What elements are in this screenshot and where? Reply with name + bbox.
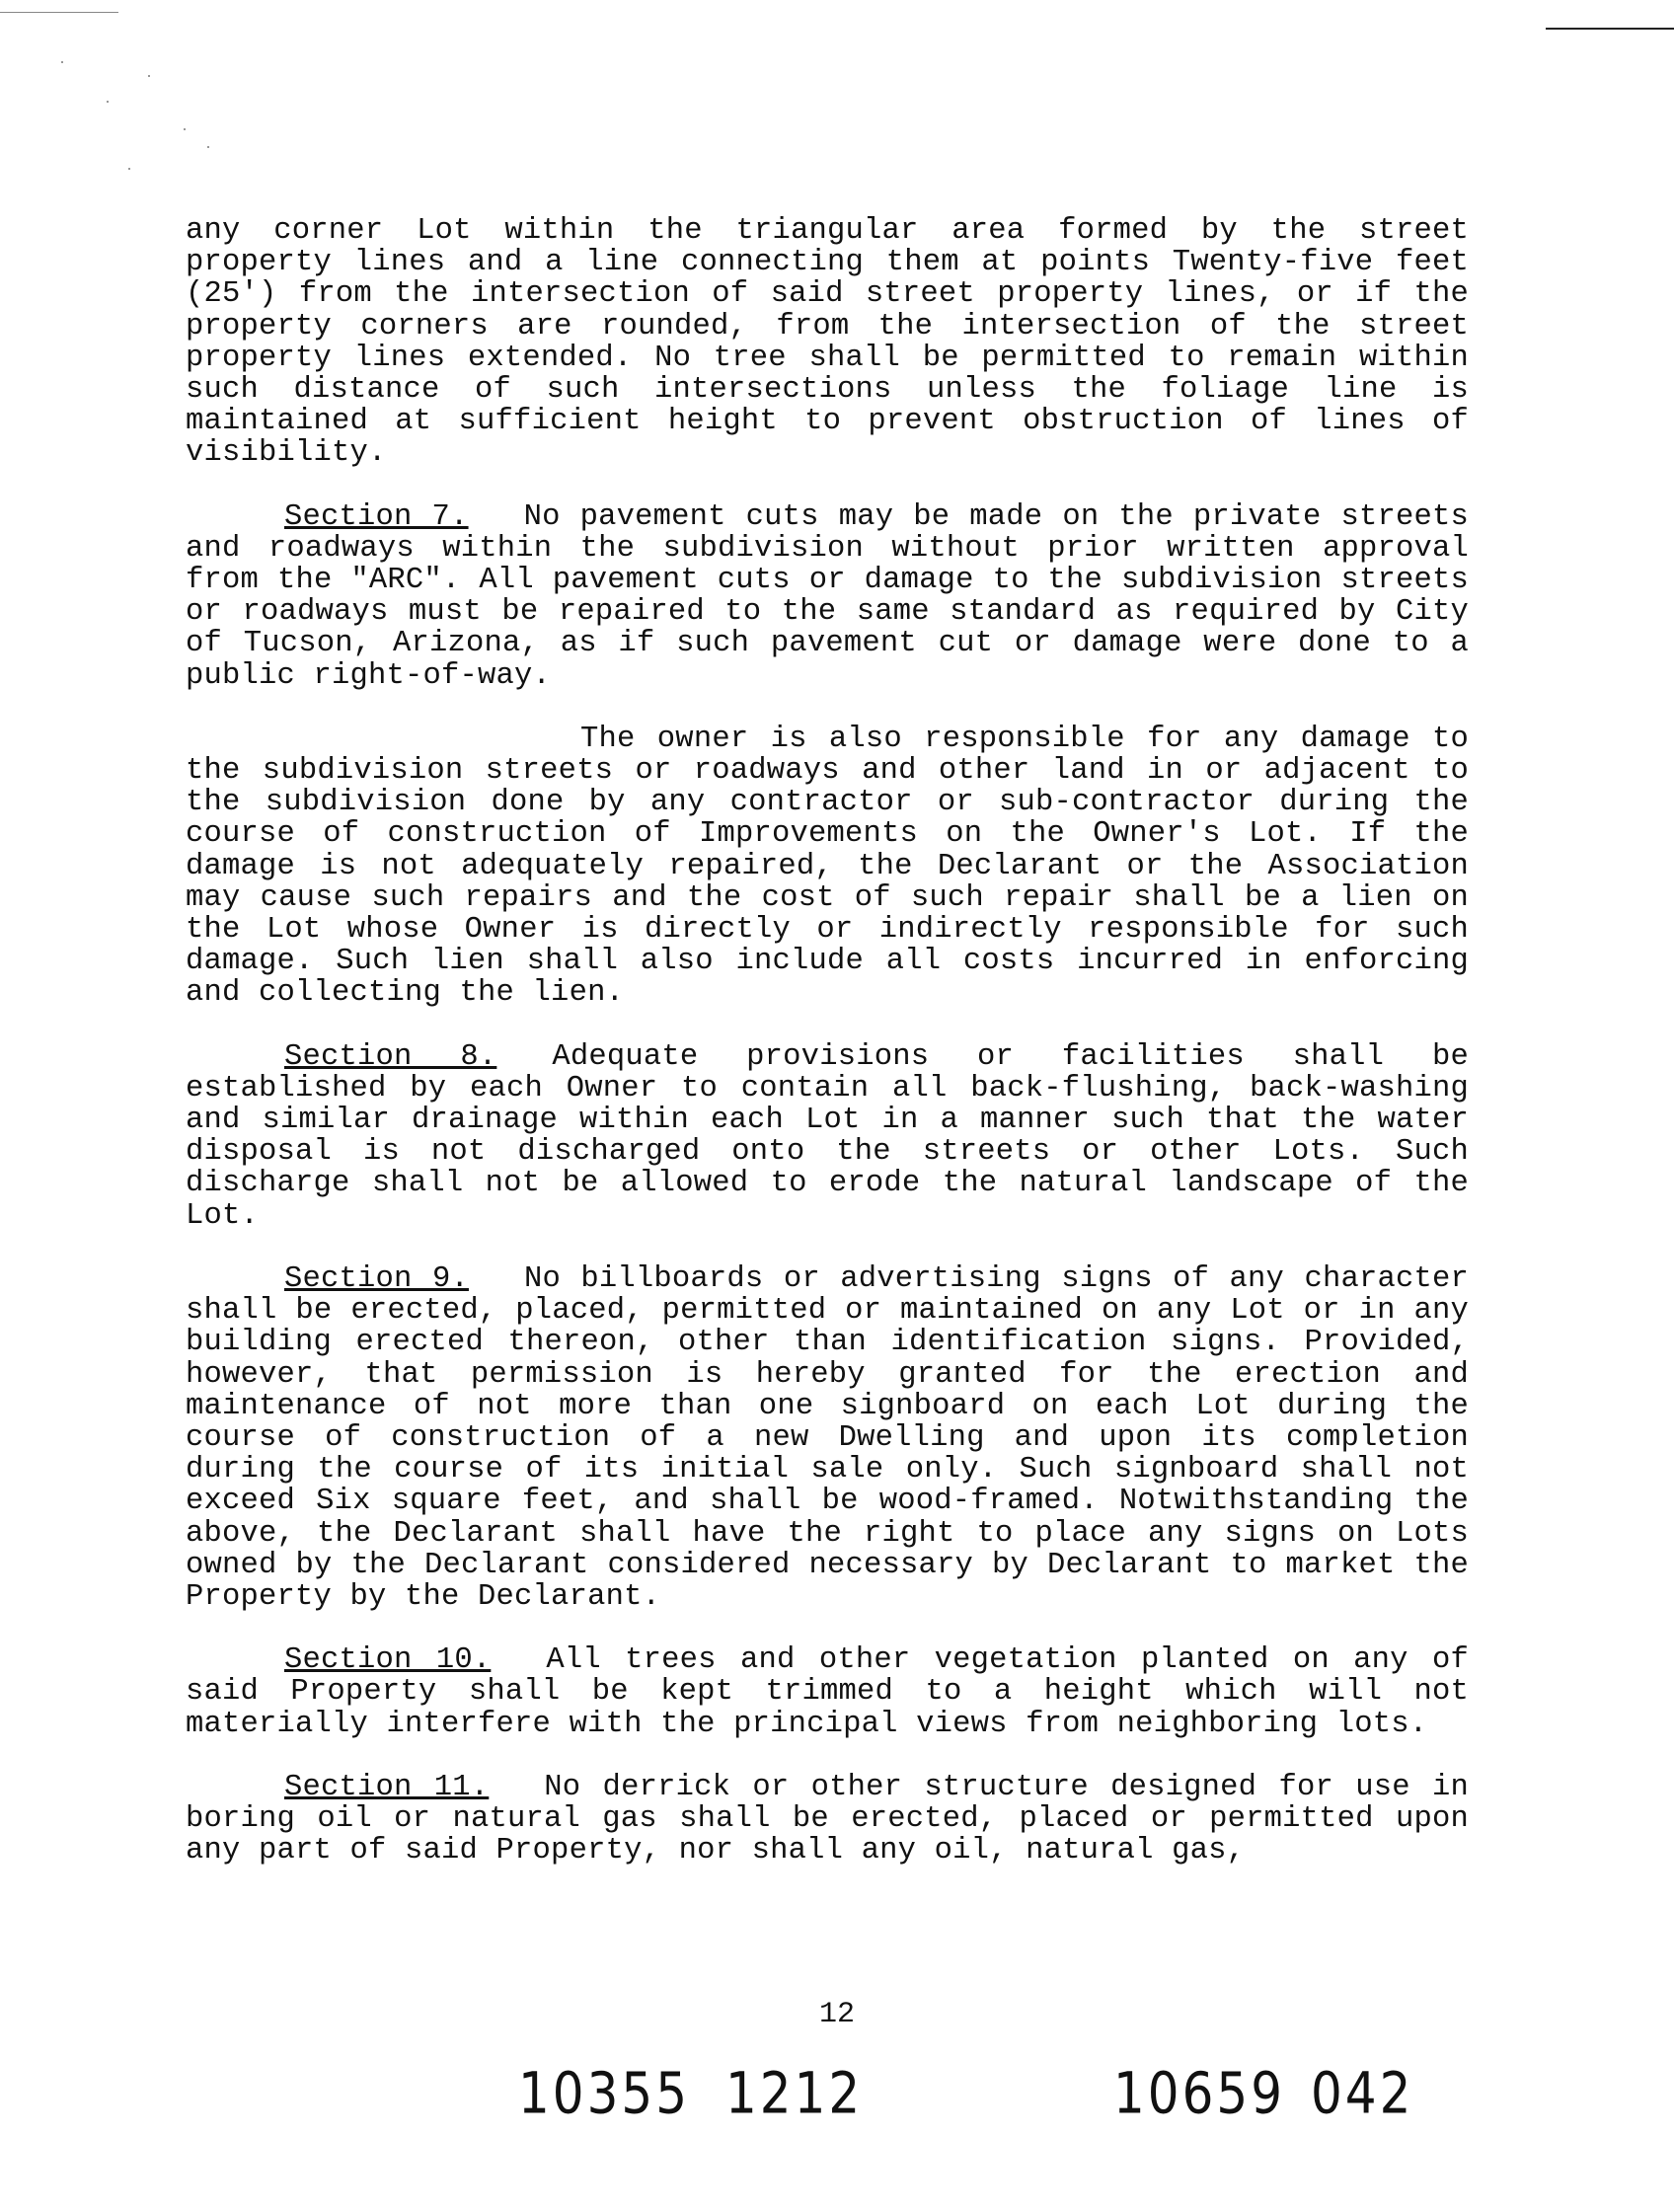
paragraph-text: The owner is also responsible for any damage to the subdivision streets or roadways and other land in or adjacent to the subdivision done by any contractor or sub-contractor during the course of construction of Improvements on the Owner's Lot. If the damage is not adequately repaired, the Declarant or the Association may cause such repairs and the cost of such repair shall be a lien on the Lot whose Owner is directly or indirectly responsible for such damage. Such lien shall also include all costs incurred in enforcing and collecting the lien. [186,722,1469,1011]
scan-speck [148,75,150,77]
scan-speck [184,128,186,130]
scan-speck [61,61,63,63]
paragraph [186,1644,1469,1740]
paragraph-text: Adequate provisions or facilities shall be established by each Owner to contain all back-flushing, back-washing and similar drainage within each Lot in a manner such that the water disposal is not discharged onto the streets or other Lots. Such discharge shall not be allowed to erode the natural landscape of the Lot. [186,1039,1470,1233]
recording-stamp-docket: 10659 [1113,2060,1286,2127]
paragraph [186,215,1469,470]
scan-speck [207,146,209,148]
paragraph-text: No pavement cuts may be made on the private streets and roadways within the subdivision without prior written approval from the "ARC". All pavement cuts or damage to the subdivision streets or roadways must be repaired to the same standard as required by City of Tucson, Arizona, as if such pavement cut or damage were done to a public right-of-way. [186,499,1469,693]
recording-stamp-docket: 10355 [518,2060,691,2127]
recording-stamp-page: 042 [1311,2060,1414,2127]
body-text [186,215,1469,1867]
paragraph [186,501,1469,692]
scan-speck [107,101,109,103]
recording-stamp-page: 1212 [725,2060,864,2127]
scan-edge-line [0,12,118,13]
paragraph [186,724,1469,1010]
paragraph [186,1041,1469,1232]
section-heading: Section 9. [284,1261,469,1296]
section-heading: Section 10. [284,1643,492,1678]
section-heading: Section 7. [284,499,469,534]
scan-speck [128,168,130,170]
paragraph-text: any corner Lot within the triangular area formed by the street property lines and a line connecting them at points Twenty-five feet (25') from the intersection of said street property lines, or if the property corners are rounded, from the intersection of the street property lines extended. No tree shall be permitted to remain within such distance of such intersections unless the foliage line is maintained at sufficient height to prevent obstruction of lines of visibility. [186,214,1469,471]
paragraph-text: No derrick or other structure designed for use in boring oil or natural gas shall be erected, placed or permitted upon any part of said Property, nor shall any oil, natural gas, [186,1770,1469,1869]
page-number: 12 [818,1998,855,2031]
paragraph [186,1263,1469,1613]
paragraph-text: All trees and other vegetation planted on any of said Property shall be kept trimmed to a height which will not materially interfere with the principal views from neighboring lots. [186,1643,1469,1741]
paragraph [186,1772,1469,1868]
section-heading: Section 11. [284,1770,490,1804]
scan-edge-line [1546,28,1674,30]
section-heading: Section 8. [284,1039,497,1074]
paragraph-text: No billboards or advertising signs of any character shall be erected, placed, permitted or maintained on any Lot or in any building erected thereon, other than identification signs. Provided, however, that permission is hereby granted for the erection and maintenance of not more than one signboard on each Lot during the course of construction of a new Dwelling and upon its completion during the course of its initial sale only. Such signboard shall not exceed Six square feet, and shall be wood-framed. Notwithstanding the above, the Declarant shall have the right to place any signs on Lots owned by the Declarant considered necessary by Declarant to market the Property by the Declarant. [186,1261,1470,1614]
